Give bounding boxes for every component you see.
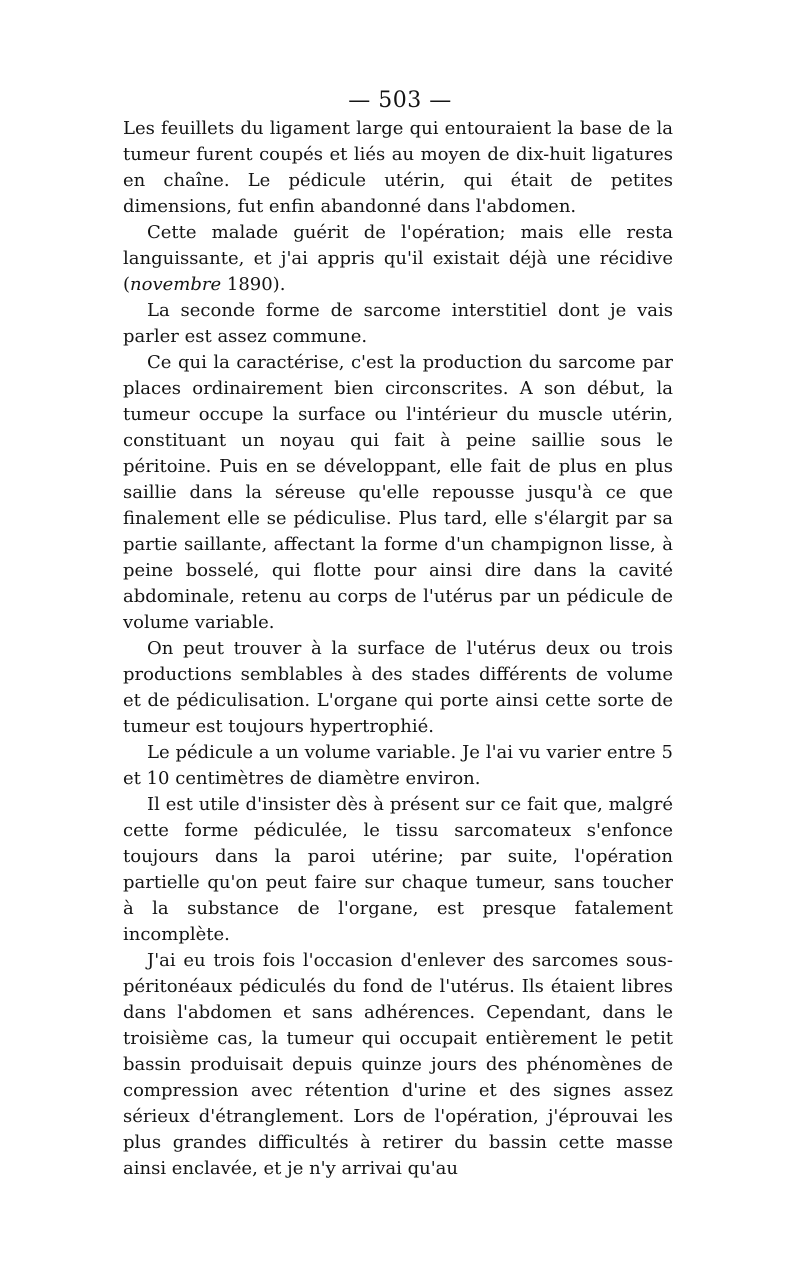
paragraph-5: On peut trouver à la surface de l'utérus deux ou trois productions semblables à des stades différents de volume et de pédiculisation. L'organe qui porte ainsi cette sorte de tumeur est toujours hypertrophié. [123,638,673,737]
paragraph-4: Ce qui la caractérise, c'est la production du sarcome par places ordinairement bien circonscrites. A son début, la tumeur occupe la surface ou l'intérieur du muscle utérin, constituant un noyau qui fait à peine saillie sous le péritoine. Puis en se développant, elle fait de plus en plus saillie dans la séreuse qu'elle repousse jusqu'à ce que finalement elle se pédiculise. Plus tard, elle s'élargit par sa partie saillante, affectant la forme d'un champignon lisse, à peine bosselé, qui flotte pour ainsi dire dans la cavité abdominale, retenu au corps de l'utérus par un pédicule de volume variable. [123,352,673,633]
paragraph-7: Il est utile d'insister dès à présent sur ce fait que, malgré cette forme pédiculée, le tissu sarcomateux s'enfonce toujours dans la paroi utérine; par suite, l'opération partielle qu'on peut faire sur chaque tumeur, sans toucher à la substance de l'organe, est presque fatalement incomplète. [123,794,673,945]
paragraph-8: J'ai eu trois fois l'occasion d'enlever des sarcomes sous-péritonéaux pédiculés du fond de l'utérus. Ils étaient libres dans l'abdomen et sans adhérences. Cependant, dans le troisième cas, la tumeur qui occupait entièrement le petit bassin produisait depuis quinze jours des phénomènes de compression avec rétention d'urine et des signes assez sérieux d'étranglement. Lors de l'opération, j'éprouvai les plus grandes difficultés à retirer du bassin cette masse ainsi enclavée, et je n'y arrivai qu'au [123,950,673,1179]
paragraph-6: Le pédicule a un volume variable. Je l'ai vu varier entre 5 et 10 centimètres de diamètre environ. [123,742,673,789]
page-number: — 503 — [348,88,452,113]
paragraph-1: Les feuillets du ligament large qui entouraient la base de la tumeur furent coupés et liés au moyen de dix-huit ligatures en chaîne. Le pédicule utérin, qui était de petites dimensions, fut enfin abandonné dans l'abdomen. [123,118,673,217]
paragraph-2-end: 1890). [221,274,286,295]
paragraph-3: La seconde forme de sarcome interstitiel dont je vais parler est assez commune. [123,300,673,347]
page-body [123,116,673,1182]
paragraph-2 [123,220,673,298]
paragraph-2-italic: novembre [130,274,222,295]
paragraph-2-start: Cette malade guérit de l'opération; mais elle resta languissante, et j'ai appris qu'il existait déjà une récidive ( [123,222,673,295]
